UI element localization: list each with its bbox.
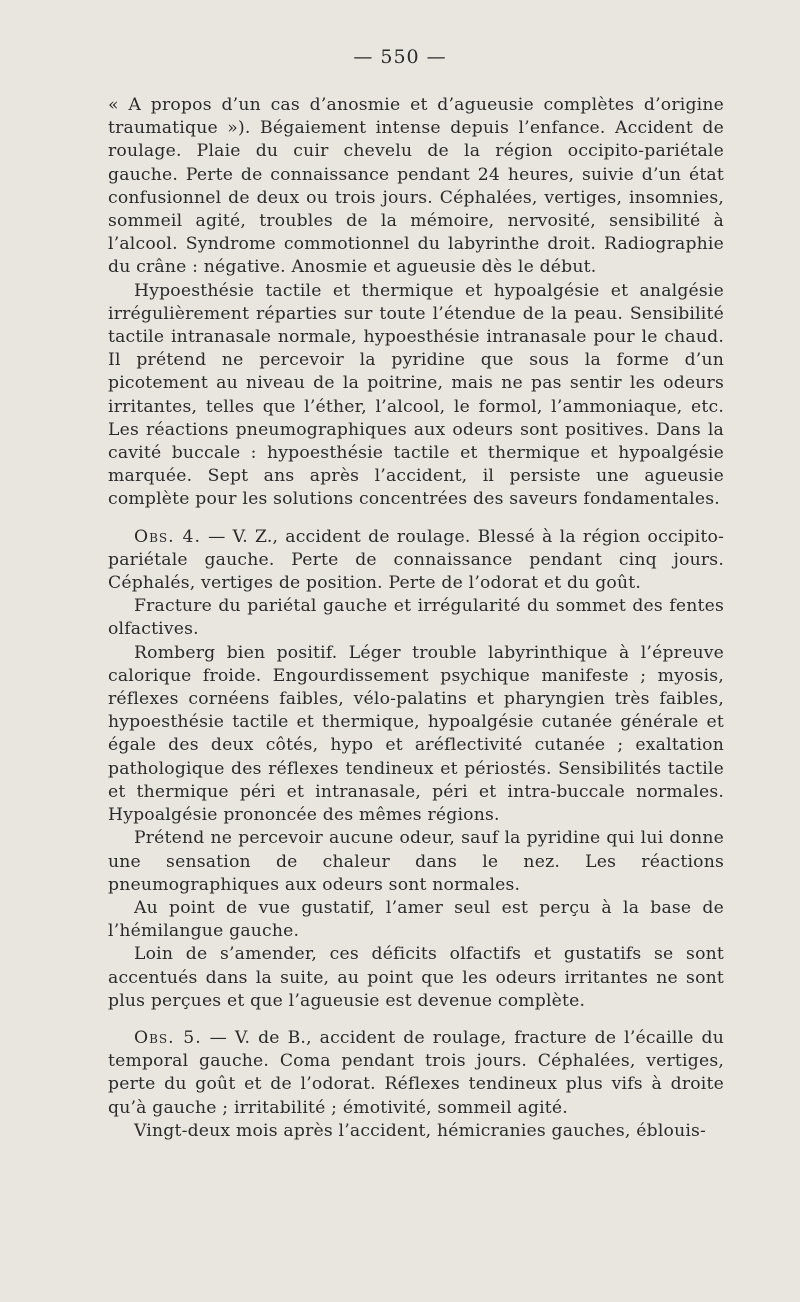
obs-4-paragraph: Prétend ne percevoir aucune odeur, sauf la pyridine qui lui donne une sensation de chaleur dans le nez. Les réactions pneumographiques aux odeurs sont normales.: [108, 828, 724, 895]
paragraph-case-continuation: « A propos d’un cas d’anosmie et d’agueusie complètes d’origine traumatique »). Bégaiement intense depuis l’enfance. Accident de roulage. Plaie du cuir chevelu de la région occipito-pariétale gauche. Perte de connaissance pendant 24 heures, suivie d’un état confusionnel de deux ou trois jours. Céphalées, vertiges, insomnies, sommeil agité, troubles de la mémoire, nervosité, sensibilité à l’alcool. Syndrome commotionnel du labyrinthe droit. Radiographie du crâne : négative. Anosmie et agueusie dès le début.: [108, 95, 724, 278]
paragraph-hypoesthesia: Hypoesthésie tactile et thermique et hypoalgésie et analgésie irrégulièrement réparties sur toute l’étendue de la peau. Sensibilité tactile intranasale normale, hypoesthésie intranasale pour le chaud. Il prétend ne percevoir la pyridine que sous la forme d’un picotement au niveau de la poitrine, mais ne pas sentir les odeurs irritantes, telles que l’éther, l’alcool, le formol, l’ammoniaque, etc. Les réactions pneumographiques aux odeurs sont positives. Dans la cavité buccale : hypoesthésie tactile et thermique et hypoalgésie marquée. Sept ans après l’accident, il persiste une agueusie complète pour les solutions concentrées des saveurs fondamentales.: [108, 280, 724, 510]
page-body: [108, 94, 724, 1143]
obs-4-paragraph: Romberg bien positif. Léger trouble labyrinthique à l’épreuve calorique froide. Engourdissement psychique manifeste ; myosis, réflexes cornéens faibles, vélo-palatins et pharyngien très faibles, hypoesthésie tactile et thermique, hypoalgésie cutanée générale et égale des deux côtés, hypo et aréflectivité cutanée ; exaltation pathologique des réflexes tendineux et périostés. Sensibilités tactile et thermique péri et intranasale, péri et intra-buccale normales. Hypoalgésie prononcée des mêmes régions.: [108, 642, 724, 826]
obs-4-paragraph: Au point de vue gustatif, l’amer seul est perçu à la base de l’hémilangue gauche.: [108, 897, 724, 942]
obs-4-paragraph: Fracture du pariétal gauche et irrégularité du sommet des fentes olfactives.: [108, 596, 724, 640]
obs-4-paragraph: Loin de s’amender, ces déficits olfactifs et gustatifs se sont accentués dans la suite, au point que les odeurs irritantes ne sont plus perçues et que l’agueusie est devenue complète.: [108, 944, 724, 1011]
page-number: — 550 —: [353, 46, 447, 68]
obs-5-heading-paragraph: [108, 1027, 724, 1120]
obs-5-intro: — V. de B., accident de roulage, fracture de l’écaille du temporal gauche. Coma pendant trois jours. Céphalées, vertiges, perte du goût et de l’odorat. Réflexes tendineux plus vifs à droite qu’à gauche ; irritabilité ; émotivité, sommeil agité.: [108, 1027, 724, 1118]
obs-5-paragraph: Vingt-deux mois après l’accident, hémicranies gauches, éblouis-: [134, 1120, 707, 1141]
obs-4-label: Obs. 4.: [134, 526, 201, 547]
obs-5-label: Obs. 5.: [134, 1027, 202, 1048]
obs-4-heading-paragraph: [108, 526, 724, 596]
obs-4-intro: — V. Z., accident de roulage. Blessé à la région occipito-pariétale gauche. Perte de connaissance pendant cinq jours. Céphalés, vertiges de position. Perte de l’odorat et du goût.: [108, 526, 724, 594]
